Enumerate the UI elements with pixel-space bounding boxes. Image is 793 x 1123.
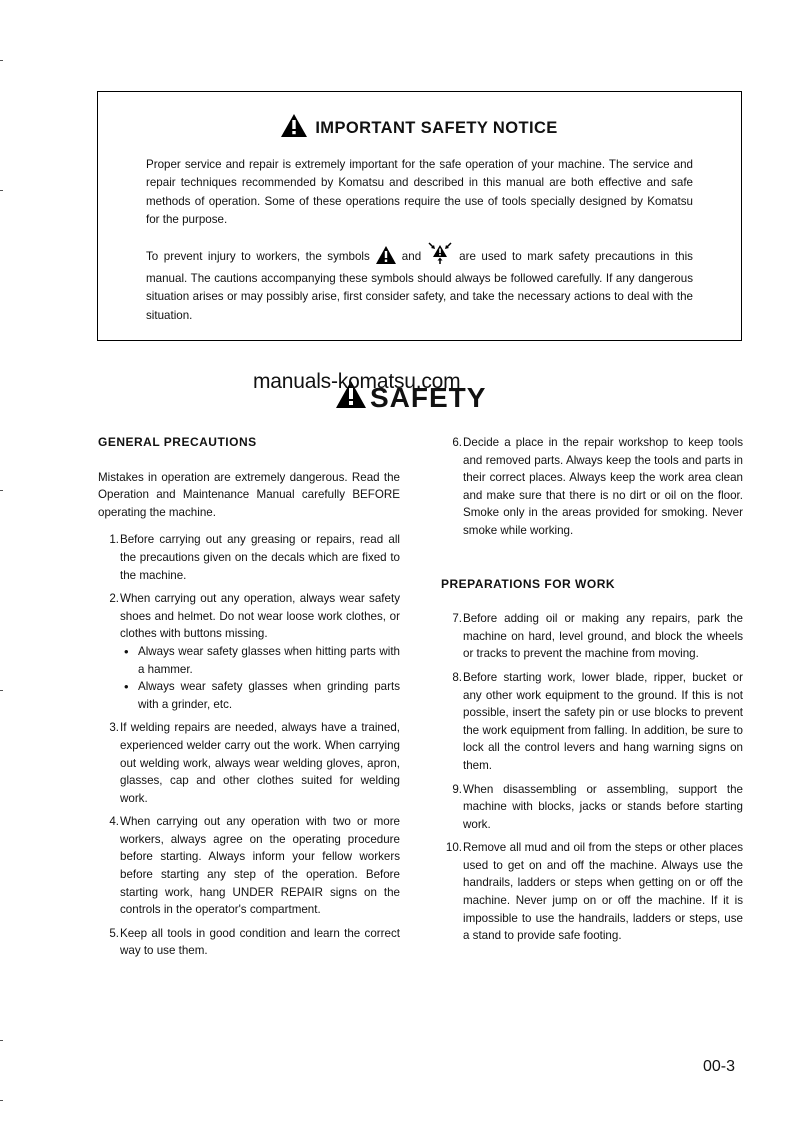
bullet-item: • Always wear safety glasses when hitting parts with a hammer. — [120, 643, 400, 678]
item-number: 8. — [452, 670, 462, 684]
item-number: 6. — [452, 436, 462, 449]
notice-title — [98, 114, 741, 142]
item-number: 5. — [109, 926, 119, 940]
precaution-item-4 — [98, 813, 400, 919]
item-number: 10. — [445, 841, 462, 855]
item-number: 3. — [109, 721, 119, 735]
important-safety-notice-box — [97, 91, 742, 341]
item-number: 9. — [452, 782, 462, 796]
watermark-text: manuals-komatsu.com — [253, 370, 461, 393]
bullet-item: • Always wear safety glasses when grinding parts with a grinder, etc. — [120, 678, 400, 713]
item-number: 2. — [109, 592, 119, 606]
precaution-item-1 — [98, 531, 400, 584]
item-text: When carrying out any operation with two or more workers, always agree on the operating procedure before starting. Always inform your fellow workers before starting any step of the operation. Before starting work, hang UNDER REPAIR signs on the controls in the operator's compartment. — [120, 815, 400, 917]
item-text: If welding repairs are needed, always have a trained, experienced welder carry out the work. When carrying out welding work, always wear welding gloves, apron, glasses, cap and other clothes suited for welding work. — [120, 721, 400, 805]
item-text: When carrying out any operation, always wear safety shoes and helmet. Do not wear loose work clothes, or clothes with buttons missing. — [120, 592, 400, 641]
section-title-general-precautions: GENERAL PRECAUTIONS — [98, 435, 257, 449]
page-number: 00-3 — [703, 1058, 736, 1075]
item-text: Keep all tools in good condition and learn the correct way to use them. — [120, 926, 400, 958]
intro-paragraph: Mistakes in operation are extremely dangerous. Read the Operation and Maintenance Manual carefully BEFORE operating the machine. — [98, 470, 400, 519]
notice-paragraph-1: Proper service and repair is extremely important for the safe operation of your machine. The service and repair techniques recommended by Komatsu and described in this manual are both effective and safe methods of operation. Some of these operations require the use of tools specially designed by Komatsu for the purpose. — [146, 158, 693, 227]
notice-body — [146, 156, 693, 337]
warning-triangle-icon — [281, 114, 307, 142]
caution-arrows-triangle-icon — [427, 242, 453, 270]
preparation-item-9 — [441, 781, 743, 834]
notice-and-text: and — [401, 249, 422, 263]
scan-edge-mark — [0, 190, 3, 191]
scan-edge-mark — [0, 1100, 3, 1101]
precaution-item-5 — [98, 925, 400, 960]
section-title-preparations-for-work: PREPARATIONS FOR WORK — [441, 576, 616, 591]
precaution-item-3 — [98, 719, 400, 807]
scan-edge-mark — [0, 1040, 3, 1041]
precaution-item-2 — [98, 590, 400, 713]
notice-title-text: IMPORTANT SAFETY NOTICE — [315, 119, 558, 137]
notice-paragraph-2-end: are used to mark safety precautions in this manual. The cautions accompanying these symbols should always be followed carefully. If any dangerous situation arises or may possibly arise, first consider safety, and take the necessary actions to deal with the situation. — [146, 249, 693, 322]
item-text: Remove all mud and oil from the steps or other places used to get on and off the machine. Always use the handrails, ladders or steps when getting on or off the machine. Never jump on or off the machine. If it is impossible to use the handrails, ladders or steps, use a stand to provide safe footing. — [463, 841, 743, 943]
item-number: 4. — [109, 815, 119, 829]
scan-edge-mark — [0, 690, 3, 691]
preparation-item-10 — [441, 839, 743, 945]
scan-edge-mark — [0, 490, 3, 491]
item-number: 7. — [452, 612, 462, 626]
item-text: When disassembling or assembling, support the machine with blocks, jacks or stands before starting work. — [463, 782, 743, 831]
scan-edge-mark — [0, 60, 3, 61]
item-text: Decide a place in the repair workshop to keep tools and removed parts. Always keep the tools and parts in their correct places. Always keep the work area clean and make sure that there is no dirt or oil on the floor. Smoke only in the areas provided for smoking. Never smoke while working. — [463, 436, 743, 537]
item-text: Before carrying out any greasing or repairs, read all the precautions given on the decals which are fixed to the machine. — [120, 533, 400, 582]
item-number: 1. — [109, 533, 119, 547]
item-text: Before starting work, lower blade, ripper, bucket or any other work equipment to the ground. If this is not possible, insert the safety pin or use blocks to prevent the work equipment from falling. In addition, be sure to lock all the control levers and hang warning signs on them. — [463, 670, 743, 772]
item-text: Before adding oil or making any repairs, park the machine on hard, level ground, and block the wheels or tracks to prevent the machine from moving. — [463, 612, 743, 661]
warning-triangle-icon — [376, 246, 396, 270]
safety-heading-text: SAFETY — [370, 382, 487, 413]
preparation-item-7 — [441, 610, 743, 663]
preparation-item-8 — [441, 669, 743, 775]
notice-paragraph-2-start: To prevent injury to workers, the symbols — [146, 249, 370, 263]
precaution-item-6 — [441, 434, 743, 540]
right-column — [441, 434, 743, 951]
notice-paragraph-2 — [146, 242, 693, 326]
left-column — [98, 434, 400, 966]
